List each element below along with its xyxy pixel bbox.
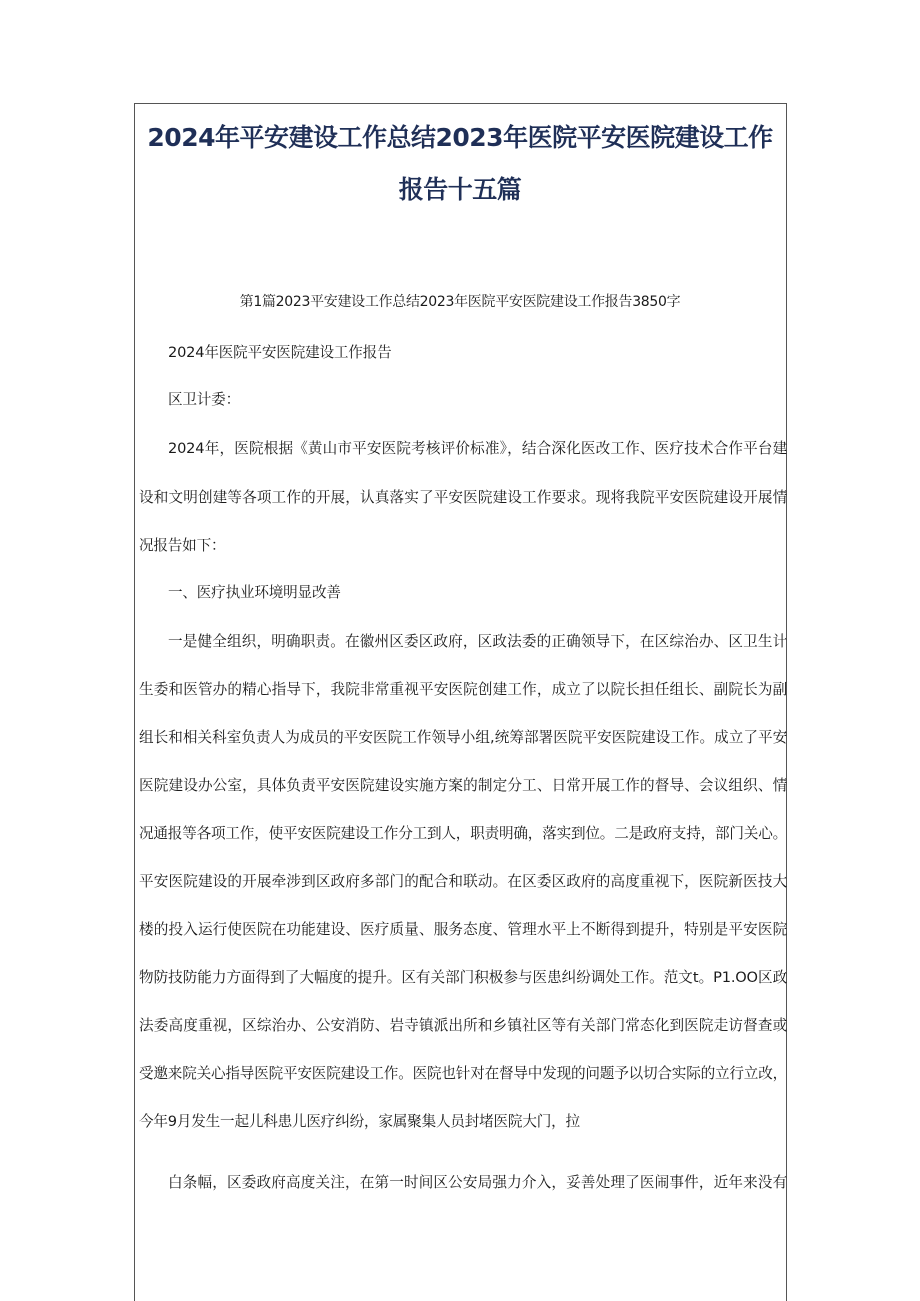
body-line: 今年9月发生一起儿科患儿医疗纠纷，家属聚集人员封堵医院大门，拉 xyxy=(139,1113,580,1130)
continuation-line: 白条幅，区委政府高度关注，在第一时间区公安局强力介入，妥善处理了医闹事件，近年来没有 xyxy=(168,1174,787,1191)
body-line: 楼的投入运行使医院在功能建设、医疗质量、服务态度、管理水平上不断得到提升，特别是平安医院 xyxy=(139,921,787,938)
body-line: 受邀来院关心指导医院平安医院建设工作。医院也针对在督导中发现的问题予以切合实际的立行立改， xyxy=(139,1065,787,1082)
body-line: 一是健全组织，明确职责。在徽州区委区政府，区政法委的正确领导下，在区综治办、区卫生计 xyxy=(168,633,787,650)
intro-line: 设和文明创建等各项工作的开展，认真落实了平安医院建设工作要求。现将我院平安医院建设开展情 xyxy=(139,489,787,506)
document-title-line-1: 2024年平安建设工作总结2023年医院平安医院建设工作 xyxy=(147,123,773,152)
document-title-line-2: 报告十五篇 xyxy=(398,175,522,204)
report-title: 2024年医院平安医院建设工作报告 xyxy=(168,344,392,361)
body-line: 况通报等各项工作，使平安医院建设工作分工到人，职责明确，落实到位。二是政府支持，部门关心。 xyxy=(139,825,787,842)
body-line: 医院建设办公室，具体负责平安医院建设实施方案的制定分工、日常开展工作的督导、会议组织、情 xyxy=(139,777,787,794)
body-line: 组长和相关科室负责人为成员的平安医院工作领导小组,统筹部署医院平安医院建设工作。成立了平安 xyxy=(139,729,787,746)
intro-line: 2024年，医院根据《黄山市平安医院考核评价标准》，结合深化医改工作、医疗技术合作平台建 xyxy=(168,440,787,457)
chapter-subtitle: 第1篇2023平安建设工作总结2023年医院平安医院建设工作报告3850字 xyxy=(239,294,681,310)
salutation: 区卫计委： xyxy=(168,391,240,408)
body-line: 生委和医管办的精心指导下，我院非常重视平安医院创建工作，成立了以院长担任组长、副院长为副 xyxy=(139,681,787,698)
intro-line: 况报告如下： xyxy=(139,537,226,554)
body-line: 平安医院建设的开展牵涉到区政府多部门的配合和联动。在区委区政府的高度重视下，医院新医技大 xyxy=(139,873,787,890)
section-heading: 一、医疗执业环境明显改善 xyxy=(168,584,341,601)
body-line: 物防技防能力方面得到了大幅度的提升。区有关部门积极参与医患纠纷调处工作。范文t。P1.OO区政 xyxy=(139,969,787,986)
body-line: 法委高度重视，区综治办、公安消防、岩寺镇派出所和乡镇社区等有关部门常态化到医院走访督查或 xyxy=(139,1017,787,1034)
